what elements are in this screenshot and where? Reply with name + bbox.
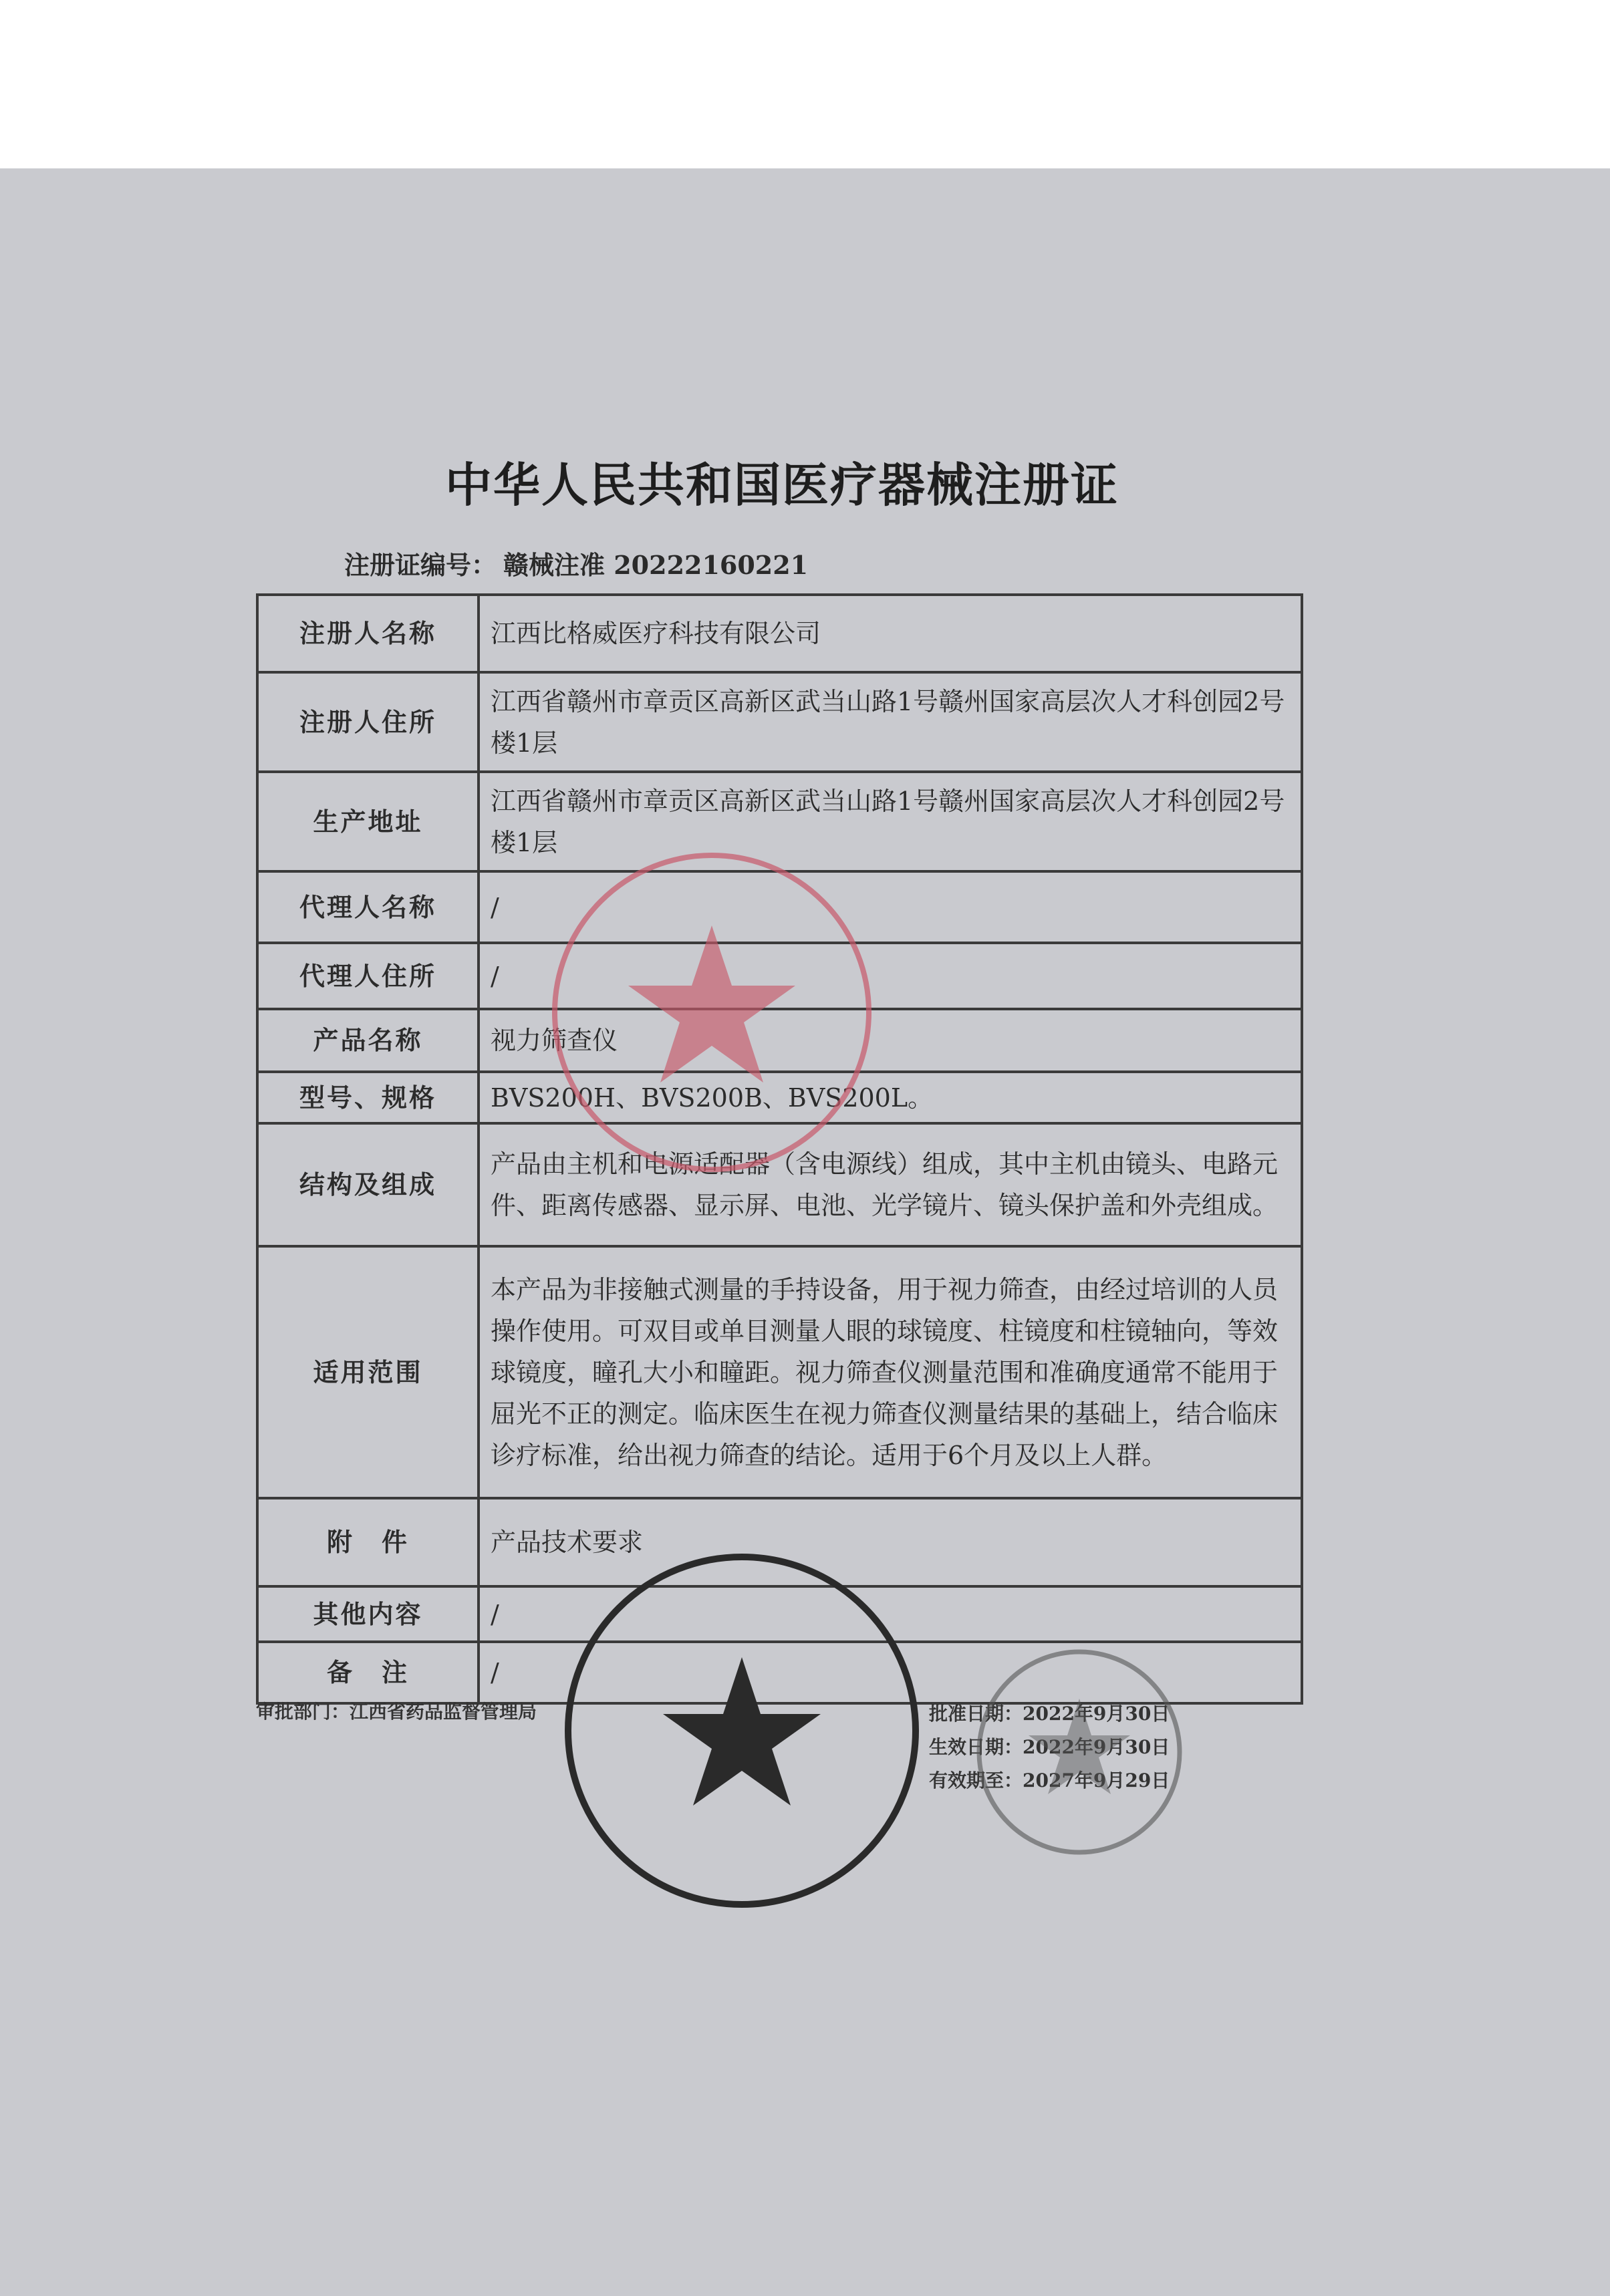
row-label: 备 注 xyxy=(257,1642,479,1703)
row-label: 代理人住所 xyxy=(257,943,479,1009)
table-row xyxy=(257,672,1302,772)
approve-date: 批准日期：2022年9月30日 xyxy=(929,1703,1170,1725)
registration-number-label: 注册证编号： xyxy=(344,550,497,580)
table-row xyxy=(257,1498,1302,1586)
row-value: BVS200H、BVS200B、BVS200L。 xyxy=(479,1072,1302,1123)
row-label: 代理人名称 xyxy=(257,871,479,943)
row-value: 江西省赣州市章贡区高新区武当山路1号赣州国家高层次人才科创园2号楼1层 xyxy=(479,772,1302,871)
row-label: 注册人名称 xyxy=(257,595,479,672)
row-value: 江西比格威医疗科技有限公司 xyxy=(479,595,1302,672)
certificate-table xyxy=(256,593,1303,1705)
table-row xyxy=(257,772,1302,871)
page-title: 中华人民共和国医疗器械注册证 xyxy=(445,458,1119,513)
table-row xyxy=(257,1072,1302,1123)
row-value: 本产品为非接触式测量的手持设备，用于视力筛查，由经过培训的人员操作使用。可双目或单目测量人眼的球镜度、柱镜度和柱镜轴向，等效球镜度，瞳孔大小和瞳距。视力筛查仪测量范围和准确度通常不能用于屈光不正的测定。临床医生在视力筛查仪测量结果的基础上，结合临床诊疗标准，给出视力筛查的结论。适用于6个月及以上人群。 xyxy=(479,1246,1302,1498)
row-value: / xyxy=(479,1642,1302,1703)
table-row xyxy=(257,1246,1302,1498)
dates-block xyxy=(929,1697,1170,1798)
row-label: 注册人住所 xyxy=(257,672,479,772)
table-row xyxy=(257,1586,1302,1642)
row-value: 江西省赣州市章贡区高新区武当山路1号赣州国家高层次人才科创园2号楼1层 xyxy=(479,672,1302,772)
row-value: / xyxy=(479,943,1302,1009)
row-label: 其他内容 xyxy=(257,1586,479,1642)
approval-department: 审批部门：江西省药品监督管理局 xyxy=(256,1701,537,1723)
table-row xyxy=(257,943,1302,1009)
row-label: 型号、规格 xyxy=(257,1072,479,1123)
row-value: / xyxy=(479,871,1302,943)
effective-date: 生效日期：2022年9月30日 xyxy=(929,1736,1170,1758)
table-row xyxy=(257,595,1302,672)
row-label: 结构及组成 xyxy=(257,1123,479,1246)
row-label: 附 件 xyxy=(257,1498,479,1586)
row-label: 产品名称 xyxy=(257,1009,479,1072)
row-value: 产品由主机和电源适配器（含电源线）组成，其中主机由镜头、电路元件、距离传感器、显示屏、电池、光学镜片、镜头保护盖和外壳组成。 xyxy=(479,1123,1302,1246)
table-row xyxy=(257,1009,1302,1072)
row-label: 生产地址 xyxy=(257,772,479,871)
expiry-date: 有效期至：2027年9月29日 xyxy=(929,1769,1170,1791)
table-row xyxy=(257,871,1302,943)
table-row xyxy=(257,1642,1302,1703)
registration-number xyxy=(344,545,815,581)
row-value: 视力筛查仪 xyxy=(479,1009,1302,1072)
table-row xyxy=(257,1123,1302,1246)
registration-number-value: 赣械注准 20222160221 xyxy=(503,550,809,580)
row-label: 适用范围 xyxy=(257,1246,479,1498)
row-value: / xyxy=(479,1586,1302,1642)
row-value: 产品技术要求 xyxy=(479,1498,1302,1586)
